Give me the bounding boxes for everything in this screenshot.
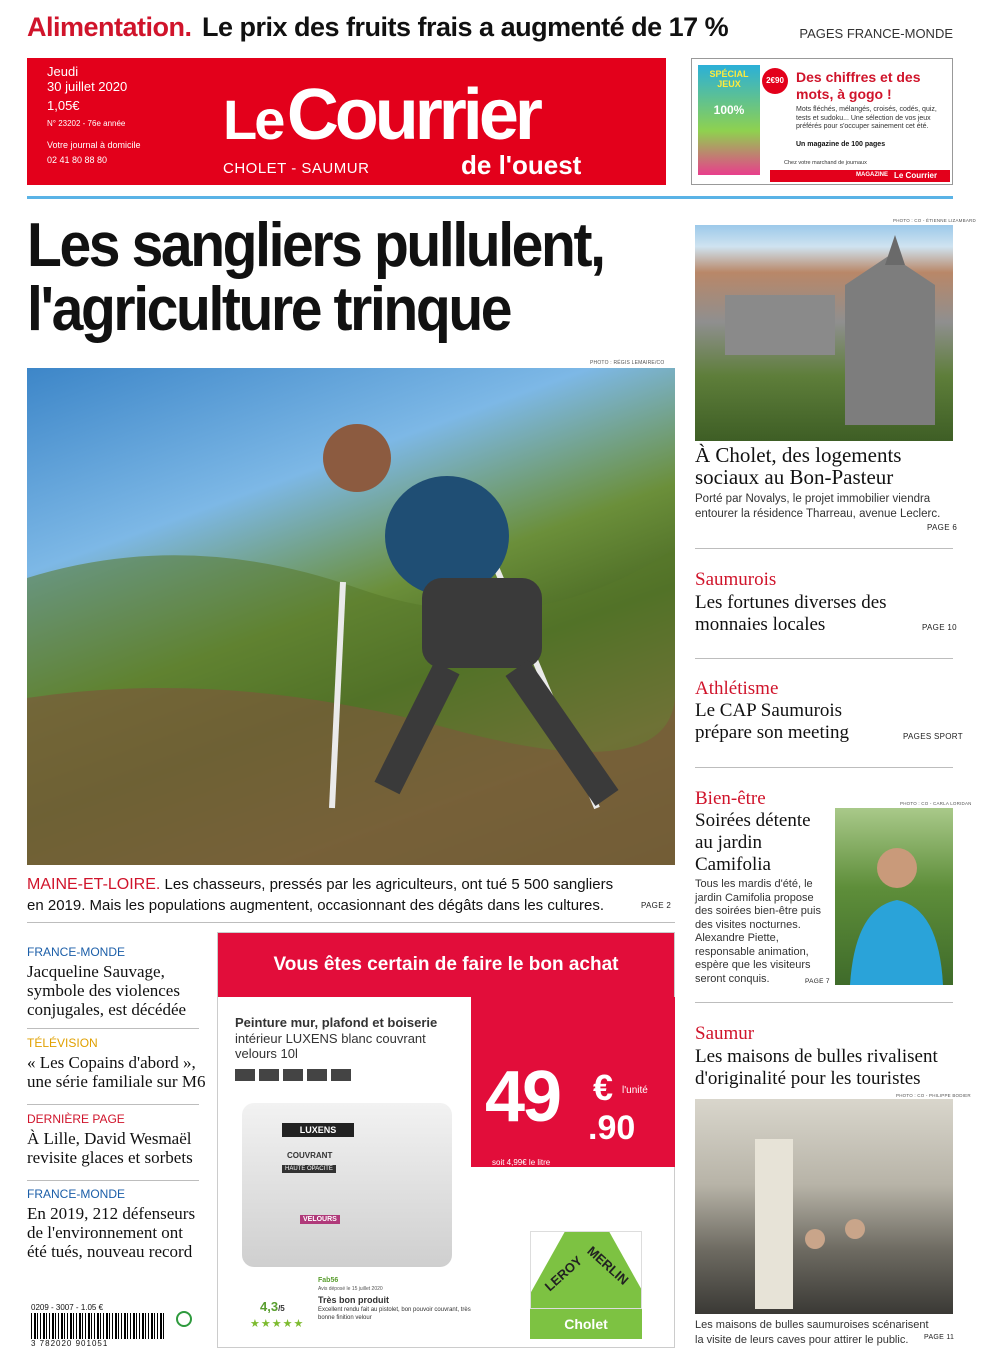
main-divider bbox=[27, 922, 675, 923]
barcode bbox=[31, 1303, 166, 1349]
ad-review-title: Très bon produit bbox=[318, 1295, 389, 1305]
main-caption bbox=[27, 874, 627, 916]
bien-credit: PHOTO : CO - CARLA LORIDAN bbox=[900, 801, 972, 806]
saumur-title: Les maisons de bulles rivalisent d'originalité pour les touristes bbox=[695, 1046, 938, 1089]
ad-product-bold: Peinture mur, plafond et boiserie bbox=[235, 1015, 438, 1030]
promo-magazine: MAGAZINE bbox=[856, 172, 888, 178]
brief-2 bbox=[27, 1036, 207, 1091]
bien-text: Tous les mardis d'été, le jardin Camifolia propose des soirées bien-être puis des visites nocturnes. Alexandre Piette, responsable animation, espère que les visiteurs seront conquis. bbox=[695, 878, 821, 985]
ad-labels bbox=[235, 1069, 355, 1081]
right-divider-4 bbox=[695, 1002, 953, 1003]
promo-body: Mots fléchés, mélangés, croisés, codés, quiz, tests et sudoku... Une sélection de vos jeux préférés pour s'occuper sainement cet été. bbox=[796, 106, 937, 130]
leroy-merlin-logo bbox=[530, 1231, 642, 1309]
saumur-photo bbox=[695, 1099, 953, 1314]
logo-leroy: LEROY bbox=[541, 1252, 586, 1295]
ad-review-date: Avis déposé le 15 juillet 2020 bbox=[318, 1286, 383, 1292]
cholet-photo bbox=[695, 225, 953, 441]
promo-cover bbox=[698, 65, 760, 175]
ad-product-line: intérieur LUXENS blanc couvrant velours 10l bbox=[235, 1031, 426, 1061]
ad-rating-value: 4,3 bbox=[260, 1299, 279, 1314]
brief-4 bbox=[27, 1187, 207, 1261]
athle-page: PAGES SPORT bbox=[903, 732, 963, 741]
promo-brand: Le Courrier bbox=[894, 171, 938, 180]
brief-1 bbox=[27, 945, 207, 1019]
ad-store-city: Cholet bbox=[530, 1309, 642, 1339]
right-divider-2 bbox=[695, 658, 953, 659]
ad-reviewer: Fab56 bbox=[318, 1277, 339, 1284]
logo-le: Le bbox=[223, 88, 283, 151]
barcode-digits: 3 782020 901051 bbox=[31, 1339, 109, 1348]
bien-section: Bien-être bbox=[695, 788, 766, 809]
masthead-price: 1,05€ bbox=[47, 98, 80, 113]
saumurois-title: Les fortunes diverses des monnaies locales bbox=[695, 592, 887, 635]
promo-price: 2€90 bbox=[762, 68, 788, 94]
saumur-page: PAGE 11 bbox=[924, 1334, 955, 1341]
ad-price-int: 49 bbox=[485, 1057, 560, 1137]
recycle-icon bbox=[176, 1311, 192, 1327]
leroy-merlin-ad[interactable] bbox=[217, 932, 675, 1348]
main-photo bbox=[27, 368, 675, 865]
saumur-section: Saumur bbox=[695, 1023, 755, 1044]
masthead-phone: 02 41 80 88 80 bbox=[47, 155, 108, 165]
bien-title: Soirées détente au jardin Camifolia bbox=[695, 810, 811, 875]
main-kicker: MAINE-ET-LOIRE. bbox=[27, 876, 161, 893]
promo-box[interactable] bbox=[691, 58, 953, 185]
brief-1-text: Jacqueline Sauvage, symbole des violences conjugales, est décédée bbox=[27, 962, 187, 1019]
top-banner-headline: Le prix des fruits frais a augmenté de 17 % bbox=[201, 12, 729, 42]
top-banner-category: Alimentation. bbox=[27, 12, 192, 42]
brief-2-section: TÉLÉVISION bbox=[27, 1036, 98, 1050]
cholet-text: Porté par Novalys, le projet immobilier viendra entourer la résidence Tharreau, avenue Leclerc. bbox=[695, 493, 941, 520]
promo-badge: SPÉCIAL JEUX bbox=[709, 69, 749, 89]
main-caption-text: Les chasseurs, pressés par les agriculteurs, ont tué 5 500 sangliers en 2019. Mais les populations augmentent, occasionnant des dégâts dans les cultures. bbox=[27, 876, 614, 914]
right-divider-1 bbox=[695, 548, 953, 549]
brief-4-text: En 2019, 212 défenseurs de l'environnement ont été tués, nouveau record bbox=[27, 1204, 196, 1261]
ad-stars: ★★★★★ bbox=[250, 1318, 305, 1330]
logo-courrier: Courrier bbox=[286, 75, 539, 155]
brief-1-section: FRANCE-MONDE bbox=[27, 945, 125, 959]
brief-divider-2 bbox=[27, 1104, 199, 1105]
brief-3-text: À Lille, David Wesmaël revisite glaces et sorbets bbox=[27, 1129, 193, 1167]
ad-review-text: Excellent rendu fait au pistolet, bon pouvoir couvrant, très bonne finition velour bbox=[318, 1307, 471, 1321]
cholet-title: À Cholet, des logements sociaux au Bon-Pasteur bbox=[695, 443, 902, 489]
masthead-divider bbox=[27, 196, 953, 199]
ad-per-litre: soit 4,99€ le litre bbox=[492, 1158, 551, 1167]
athle-section: Athlétisme bbox=[695, 678, 779, 699]
ad-rating-of: /5 bbox=[278, 1304, 285, 1313]
bien-photo bbox=[835, 808, 953, 985]
masthead-date: 30 juillet 2020 bbox=[47, 79, 128, 94]
ad-price-cur: € bbox=[593, 1067, 614, 1108]
can-label-2: HAUTE OPACITÉ bbox=[282, 1165, 336, 1173]
promo-where: Chez votre marchand de journaux bbox=[784, 160, 867, 166]
barcode-bars bbox=[31, 1313, 166, 1339]
saumur-credit: PHOTO : CO - PHILIPPE BODIER bbox=[896, 1093, 971, 1098]
masthead-logo bbox=[223, 74, 539, 156]
brief-divider-3 bbox=[27, 1180, 199, 1181]
main-photo-credit: PHOTO : RÉGIS LEMAIRE/CO bbox=[590, 360, 665, 366]
saumur-caption: Les maisons de bulles saumuroises scénarisent la visite de leurs caves pour attirer le public. bbox=[695, 1319, 929, 1346]
can-label-1: COUVRANT bbox=[287, 1151, 333, 1160]
masthead-edition: CHOLET - SAUMUR bbox=[223, 160, 370, 177]
can-label-3: VELOURS bbox=[300, 1215, 340, 1224]
ad-banner: Vous êtes certain de faire le bon achat bbox=[218, 933, 674, 997]
main-page: PAGE 2 bbox=[641, 901, 672, 910]
headline-line-2: l'agriculture trinque bbox=[27, 275, 511, 344]
barcode-number: 0209 - 3007 - 1.05 € bbox=[31, 1303, 104, 1312]
promo-count: 100% bbox=[713, 103, 745, 117]
top-banner-pages: PAGES FRANCE-MONDE bbox=[799, 26, 953, 41]
bien-page: PAGE 7 bbox=[805, 978, 830, 985]
promo-title: Des chiffres et des mots, à gogo ! bbox=[796, 69, 921, 102]
main-headline bbox=[27, 211, 677, 344]
ad-unit: l'unité bbox=[622, 1085, 648, 1096]
brief-divider-1 bbox=[27, 1028, 199, 1029]
masthead-service: Votre journal à domicile bbox=[47, 140, 141, 150]
saumurois-page: PAGE 10 bbox=[922, 623, 957, 632]
logo-merlin: MERLIN bbox=[584, 1243, 632, 1288]
masthead bbox=[27, 58, 666, 185]
cholet-page: PAGE 6 bbox=[927, 523, 958, 532]
athle-title: Le CAP Saumurois prépare son meeting bbox=[695, 700, 850, 743]
brief-3 bbox=[27, 1112, 207, 1167]
ad-paint-can bbox=[242, 1103, 452, 1267]
right-divider-3 bbox=[695, 767, 953, 768]
headline-line-1: Les sangliers pullulent, bbox=[27, 211, 604, 280]
promo-note: Un magazine de 100 pages bbox=[796, 141, 886, 148]
saumurois-section: Saumurois bbox=[695, 569, 777, 590]
top-banner bbox=[27, 12, 967, 46]
brief-2-text: « Les Copains d'abord », une série familiale sur M6 bbox=[27, 1053, 206, 1091]
brief-3-section: DERNIÈRE PAGE bbox=[27, 1112, 125, 1126]
can-brand: LUXENS bbox=[282, 1123, 354, 1137]
brief-4-section: FRANCE-MONDE bbox=[27, 1187, 125, 1201]
promo-footer bbox=[770, 170, 950, 182]
ad-price-dec: .90 bbox=[588, 1109, 636, 1147]
ad-rating bbox=[260, 1299, 285, 1314]
cholet-credit: PHOTO : CO - ÉTIENNE LIZAMBARD bbox=[893, 218, 976, 223]
masthead-issue: N° 23202 - 76e année bbox=[47, 119, 126, 128]
masthead-sub: de l'ouest bbox=[461, 150, 582, 180]
masthead-day: Jeudi bbox=[47, 64, 79, 79]
